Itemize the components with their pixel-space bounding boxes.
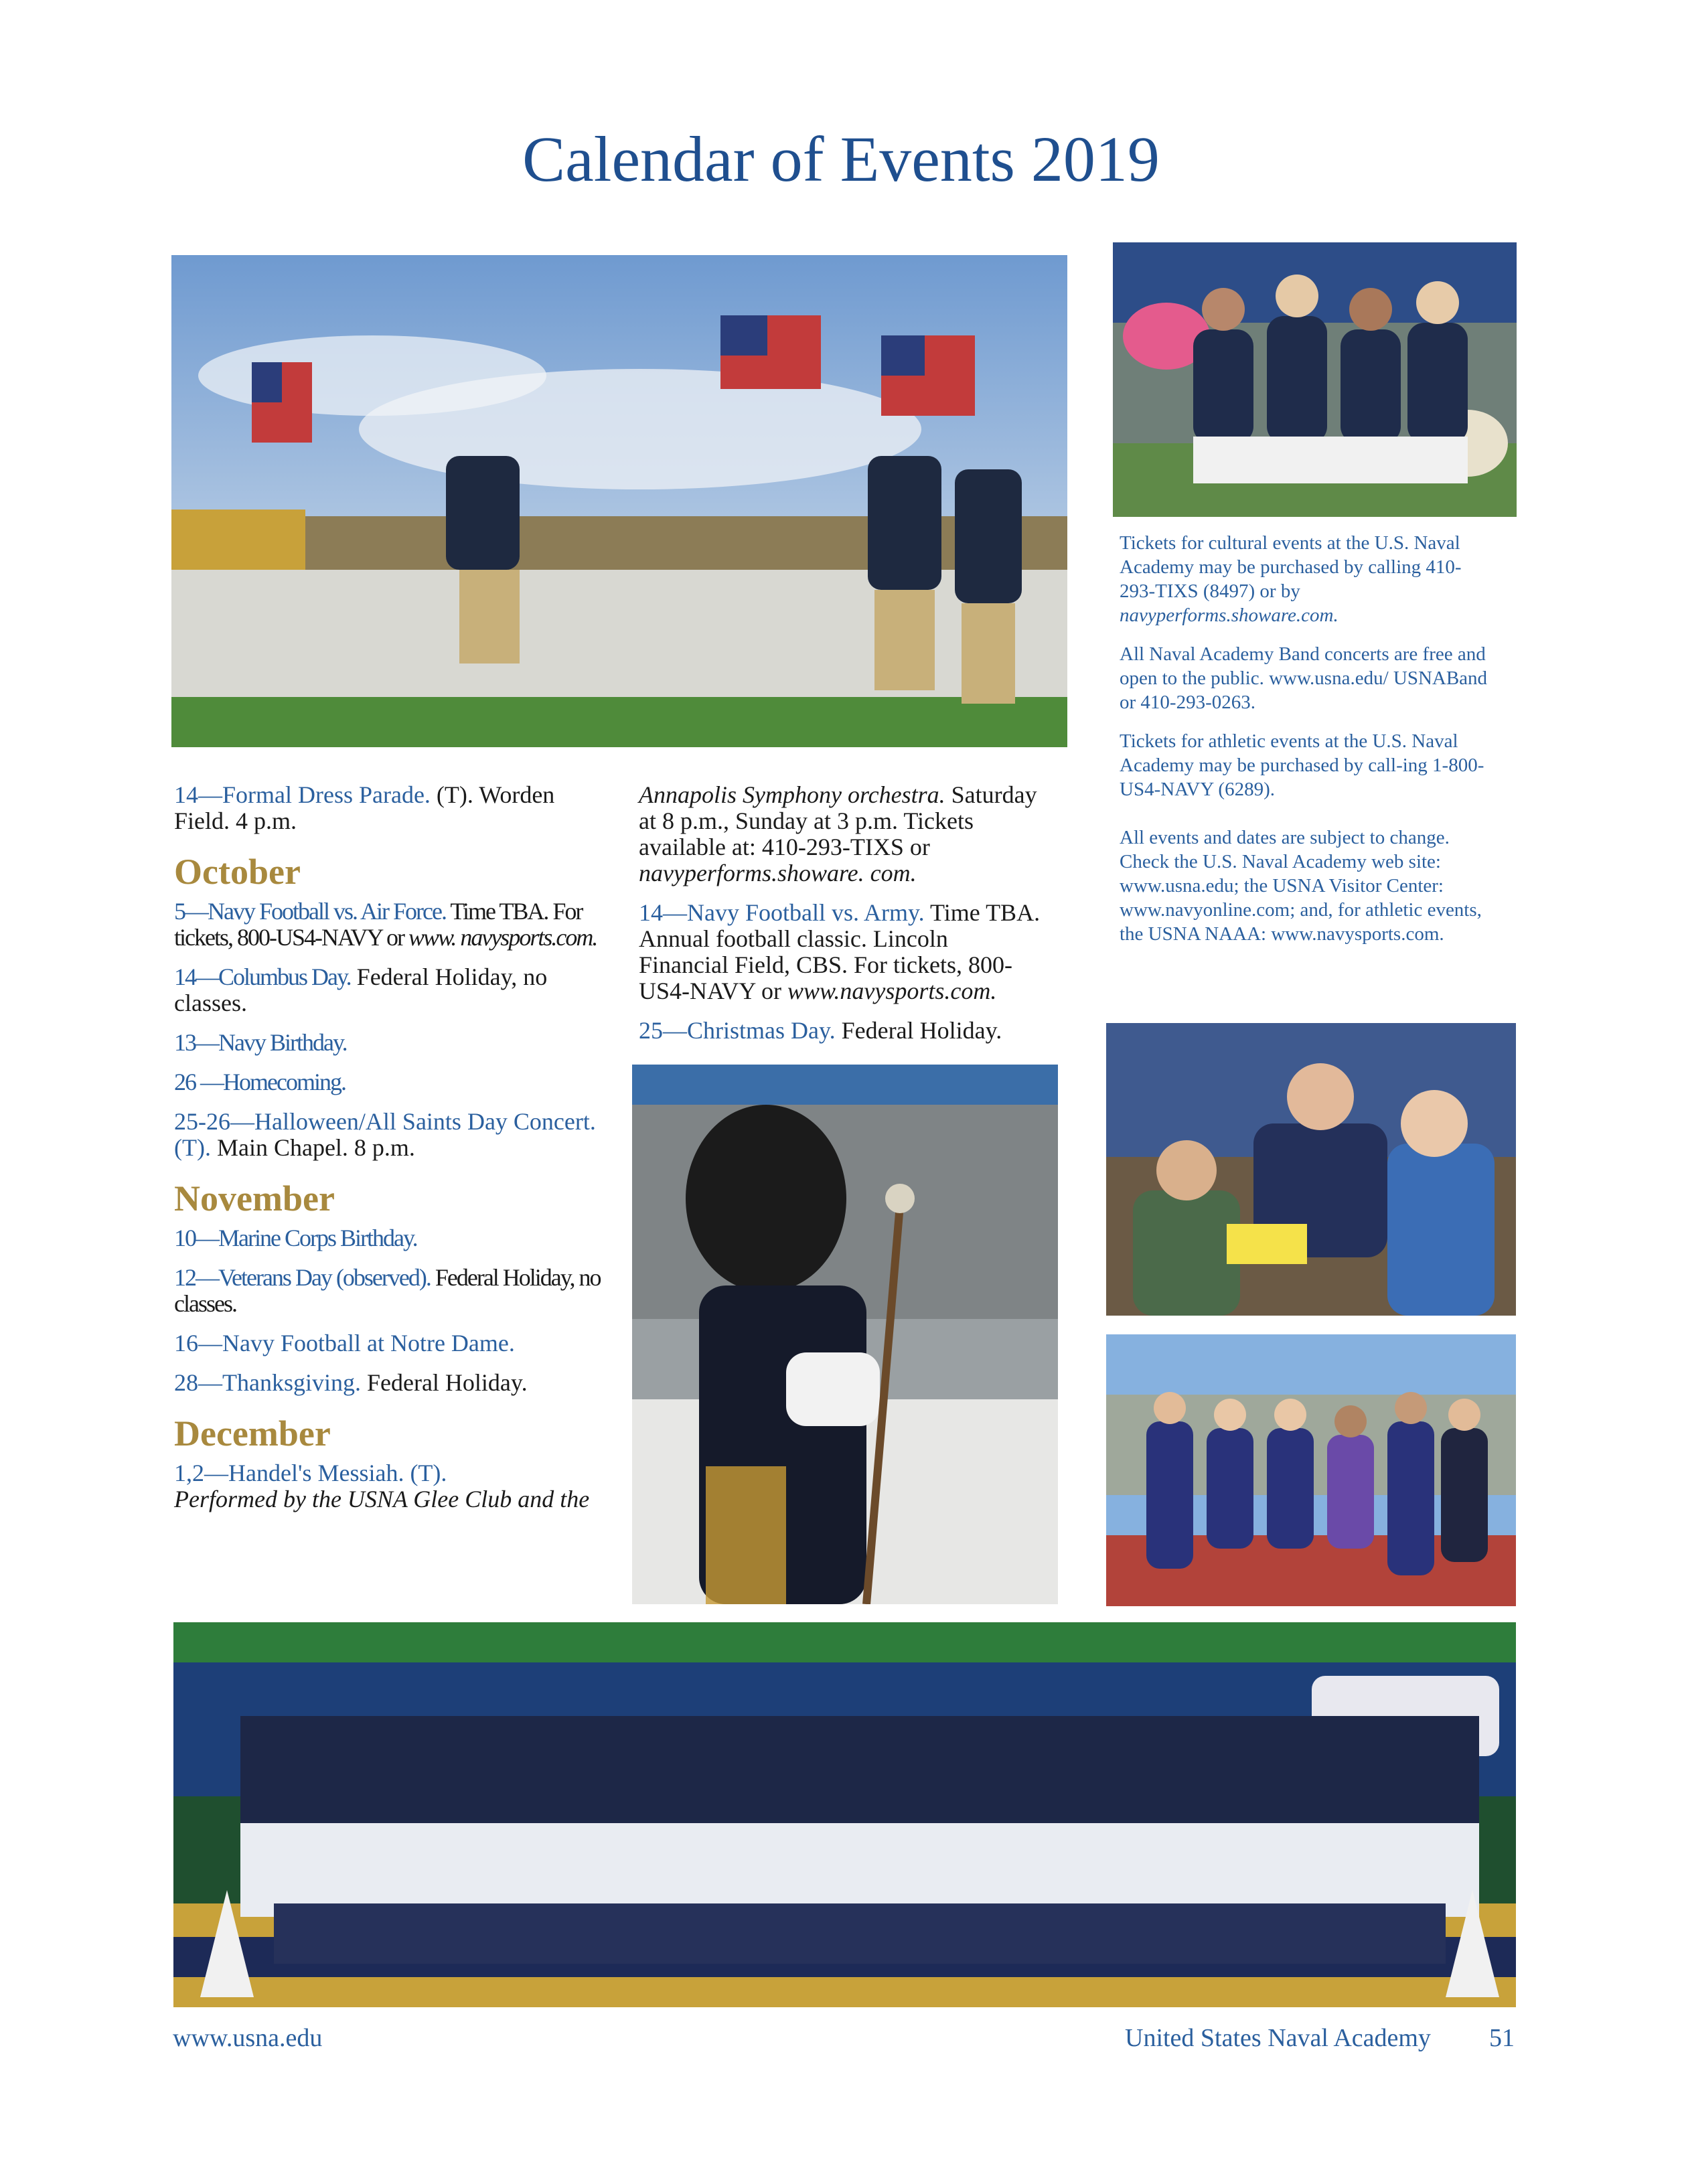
event-name: 14—Formal Dress Parade. — [174, 781, 431, 808]
event-name: 5—Navy Football vs. Air Force. — [174, 898, 446, 925]
event-name: 14—Navy Football vs. Army. — [639, 899, 925, 926]
sidebar-paragraph: All Naval Academy Band concerts are free and open to the public. www.usna.edu/ USNABand or 410-293-0263. — [1120, 643, 1488, 713]
list-item — [174, 1030, 603, 1056]
list-item — [174, 1109, 603, 1161]
list-item — [639, 1018, 1041, 1044]
cheerleaders-photo — [1113, 242, 1517, 517]
event-name: 14—Columbus Day. — [174, 963, 351, 990]
event-link[interactable]: www. navysports.com. — [408, 924, 597, 951]
events-column-2 — [639, 782, 1041, 1057]
list-item — [174, 1370, 603, 1396]
sidebar-paragraph — [1120, 531, 1495, 627]
sidebar-paragraph: Tickets for athletic events at the U.S. Naval Academy may be purchased by call-ing 1-800-US4-NAVY (6289). — [1120, 730, 1484, 800]
kids-outreach-photo — [1106, 1023, 1516, 1316]
event-detail: Performed by the USNA Glee Club and the — [174, 1486, 590, 1512]
list-item — [174, 1330, 603, 1356]
event-detail: Time TBA. Annual football classic. Lincoln Financial Field, CBS. For tickets, 800-US4-NAVY or — [639, 899, 1041, 1004]
event-name: 13—Navy Birthday. — [174, 1029, 347, 1056]
event-link[interactable]: www.navysports.com. — [787, 978, 997, 1004]
list-item — [174, 964, 603, 1016]
event-detail: Federal Holiday, no classes. — [174, 1264, 601, 1317]
footer-publisher: United States Naval Academy — [1125, 2024, 1431, 2052]
event-detail: Federal Holiday, no classes. — [174, 963, 548, 1016]
cheer-squad-photo — [173, 1622, 1516, 2007]
ticket-info-sidebar — [1120, 531, 1495, 961]
month-heading-december: December — [174, 1413, 331, 1454]
event-name: 10—Marine Corps Birthday. — [174, 1225, 417, 1251]
list-item — [174, 1225, 603, 1251]
event-detail: Time TBA. For tickets, 800-US4-NAVY or — [174, 898, 583, 951]
event-name: 28—Thanksgiving. — [174, 1369, 361, 1396]
continuation-link[interactable]: navyperforms.showare. com. — [639, 860, 917, 886]
event-name: 25—Christmas Day. — [639, 1017, 836, 1044]
event-detail: Federal Holiday. — [835, 1017, 1002, 1044]
month-heading-october: October — [174, 852, 301, 892]
page-title: Calendar of Events 2019 — [522, 123, 1160, 196]
list-item — [174, 782, 603, 834]
sidebar-text: Tickets for cultural events at the U.S. Naval Academy may be purchased by calling 410-293-TIXS (8497) or by — [1120, 532, 1462, 602]
list-item — [639, 900, 1041, 1004]
event-name: 25-26—Halloween/All Saints Day Concert. (T). — [174, 1108, 596, 1161]
footer-url[interactable]: www.usna.edu — [173, 2024, 323, 2052]
month-heading-november: November — [174, 1178, 335, 1219]
sidebar-paragraph: All events and dates are subject to change. Check the U.S. Naval Academy web site: www.usna.edu; the USNA Visitor Center: www.navyonline.com; and, for athletic events, the USNA NAAA: www.navysports.com. — [1120, 827, 1482, 945]
event-detail: Main Chapel. 8 p.m. — [210, 1134, 415, 1161]
event-name: 26 —Homecoming. — [174, 1069, 346, 1095]
event-name: 16—Navy Football at Notre Dame. — [174, 1330, 515, 1356]
list-item — [174, 1460, 603, 1512]
event-detail: (T). Worden Field. 4 p.m. — [174, 781, 555, 834]
continuation-italic: Annapolis Symphony orchestra. — [639, 781, 945, 808]
continuation-text: Saturday at 8 p.m., Sunday at 3 p.m. Tickets available at: 410-293-TIXS or — [639, 781, 1037, 860]
football-flags-photo — [171, 255, 1067, 747]
page-number: 51 — [1489, 2024, 1515, 2052]
list-item — [174, 899, 603, 951]
track-athletes-photo — [1106, 1334, 1516, 1606]
list-item — [639, 782, 1041, 886]
sidebar-link[interactable]: navyperforms.showare.com. — [1120, 605, 1339, 626]
event-name: 12—Veterans Day (observed). — [174, 1264, 431, 1291]
event-name: 1,2—Handel's Messiah. (T). — [174, 1460, 447, 1486]
list-item — [174, 1069, 603, 1095]
list-item — [174, 1265, 603, 1317]
event-detail: Federal Holiday. — [360, 1369, 528, 1396]
events-column-1 — [174, 782, 603, 1526]
drum-major-photo — [632, 1065, 1058, 1604]
